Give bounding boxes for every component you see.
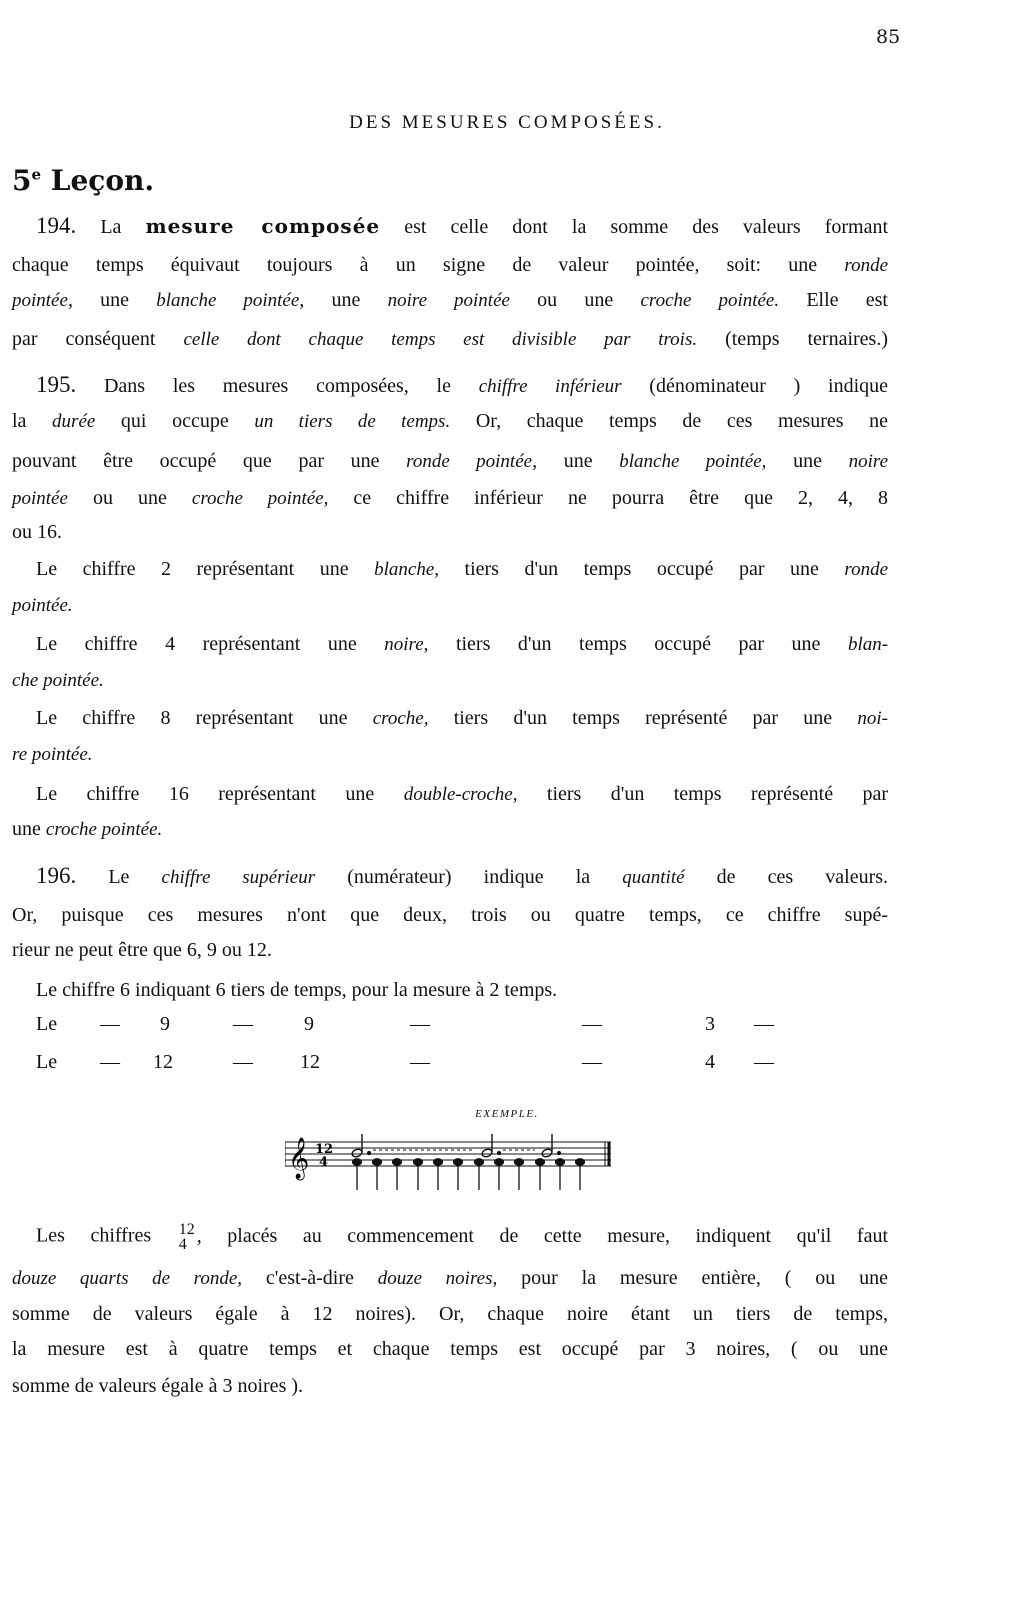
chapter-title: DES MESURES COMPOSÉES. xyxy=(349,112,665,133)
text: ou une xyxy=(537,289,614,311)
text: Le chiffre 4 représentant une xyxy=(36,633,357,655)
table-row xyxy=(0,1051,1014,1081)
music-example xyxy=(285,1130,615,1202)
paragraph-196-line-3 xyxy=(12,938,888,962)
text: Le chiffre 2 représentant une xyxy=(36,558,349,580)
table-cell: — xyxy=(754,1013,774,1035)
emphasis-italic: un tiers de temps. xyxy=(254,411,451,432)
text: qui occupe xyxy=(120,410,229,432)
table-cell: 12 xyxy=(153,1051,173,1073)
text: Or, chaque temps de ces mesures ne xyxy=(475,410,888,432)
treble-clef-icon: 𝄞 xyxy=(288,1138,310,1179)
table-cell: Le xyxy=(36,1013,58,1035)
paragraph-195-line-5 xyxy=(12,520,888,544)
text: tiers d'un temps occupé par une xyxy=(455,633,821,655)
text: ou une xyxy=(92,487,167,509)
table-cell: 4 xyxy=(705,1051,715,1073)
emphasis-italic: croche pointée, xyxy=(191,488,329,509)
text: Or, puisque ces mesures n'ont que deux, trois ou quatre temps, ce chiffre supé- xyxy=(12,904,888,926)
emphasis-italic: pointée xyxy=(12,488,68,509)
paragraph-196-line-1 xyxy=(36,864,888,890)
lesson-suffix: e xyxy=(31,165,42,184)
lesson-heading xyxy=(12,164,154,197)
text: une xyxy=(12,818,41,840)
chiffre-2-line-1 xyxy=(36,557,888,582)
chiffre-8-line-2 xyxy=(12,742,888,767)
emphasis-italic: noi- xyxy=(857,708,888,729)
table-cell: — xyxy=(100,1051,120,1073)
text: , une xyxy=(532,450,593,472)
text: Le chiffre 16 représentant une xyxy=(36,783,375,805)
final-line-4 xyxy=(12,1337,888,1361)
table-cell: — xyxy=(754,1051,774,1073)
text: ou 16. xyxy=(12,521,62,543)
text: chaque temps équivaut toujours à un signe de valeur pointée, soit: une xyxy=(12,254,818,276)
quarter-notes xyxy=(353,1159,585,1190)
fraction-12-4 xyxy=(179,1222,195,1252)
emphasis-italic: pointée. xyxy=(12,595,73,616)
emphasis-italic: pointée xyxy=(12,290,68,311)
emphasis-italic: ronde xyxy=(844,255,889,276)
text: , placés au commencement de cette mesure, indiquent qu'il faut xyxy=(196,1224,889,1247)
emphasis-italic: blanche pointée, xyxy=(619,451,767,472)
lesson-number: 5 xyxy=(12,164,32,197)
emphasis-italic: douze quarts de ronde, xyxy=(12,1268,243,1289)
final-line-3 xyxy=(12,1302,888,1326)
emphasis-italic: ronde pointée xyxy=(406,451,533,472)
emphasis-italic: quantité xyxy=(622,867,685,888)
emphasis-italic: blanche, xyxy=(374,559,440,580)
text: tiers d'un temps représenté par xyxy=(546,783,889,805)
paragraph-196-line-2 xyxy=(12,903,888,927)
text: tiers d'un temps occupé par une xyxy=(464,558,819,580)
text: Le xyxy=(108,866,130,888)
text: ce chiffre inférieur ne pourra être que 2, 4, 8 xyxy=(353,487,889,509)
paragraph-194-line-2 xyxy=(12,253,888,278)
emphasis-italic: croche pointée. xyxy=(45,819,163,840)
paragraph-number: 196. xyxy=(36,863,77,888)
text: rieur ne peut être que 6, 9 ou 12. xyxy=(12,939,272,961)
fraction-numerator: 12 xyxy=(178,1221,195,1238)
paragraph-195-line-4 xyxy=(12,486,888,511)
text: Le chiffre 6 indiquant 6 tiers de temps, pour la mesure à 2 temps. xyxy=(36,979,558,1001)
example-label: EXEMPLE. xyxy=(475,1108,539,1120)
chiffre-16-line-1 xyxy=(36,782,888,807)
table-row xyxy=(0,1013,1014,1043)
text: la mesure est à quatre temps et chaque temps est occupé par 3 noires, ( ou une xyxy=(12,1338,888,1360)
table-cell: 3 xyxy=(705,1013,715,1035)
text: tiers d'un temps représenté par une xyxy=(453,707,833,729)
emphasis-italic: durée xyxy=(52,411,96,432)
table-cell: 12 xyxy=(300,1051,320,1073)
paragraph-195-line-1 xyxy=(36,373,888,399)
emphasis-italic: che pointée. xyxy=(12,670,104,691)
emphasis-bold: mesure composée xyxy=(145,214,381,238)
text: est celle dont la somme des valeurs formant xyxy=(404,216,889,238)
emphasis-italic: chiffre inférieur xyxy=(478,376,622,397)
table-cell: — xyxy=(582,1013,602,1035)
paragraph-194-line-1 xyxy=(36,214,888,239)
paragraph-195-line-3 xyxy=(12,449,888,474)
emphasis-italic: noire xyxy=(848,451,889,472)
paragraph-195-line-2 xyxy=(12,409,888,434)
table-cell: — xyxy=(410,1051,430,1073)
emphasis-italic: ronde xyxy=(844,559,889,580)
text: somme de valeurs égale à 3 noires ). xyxy=(12,1375,304,1397)
emphasis-italic: croche, xyxy=(372,708,429,729)
chiffre-16-line-2 xyxy=(12,817,888,842)
text: par conséquent xyxy=(12,328,156,350)
emphasis-italic: douze noires, xyxy=(377,1268,498,1289)
emphasis-italic: croche pointée. xyxy=(640,290,780,311)
table-cell: 9 xyxy=(160,1013,170,1035)
text: Les chiffres xyxy=(36,1224,152,1247)
emphasis-italic: noire pointée xyxy=(387,290,510,311)
time-signature-bottom: 4 xyxy=(319,1155,329,1170)
emphasis-italic: re pointée. xyxy=(12,744,93,765)
emphasis-italic: chiffre supérieur xyxy=(161,867,316,888)
text: La xyxy=(100,216,122,238)
table-cell: Le xyxy=(36,1051,58,1073)
text: Elle est xyxy=(806,289,888,311)
text: Dans les mesures composées, le xyxy=(103,375,451,397)
text: , une xyxy=(299,289,361,311)
emphasis-italic: blan- xyxy=(847,634,889,655)
final-line-5 xyxy=(12,1374,888,1398)
chiffre-2-line-2 xyxy=(12,593,888,618)
text: c'est-à-dire xyxy=(265,1267,354,1289)
paragraph-194-line-3 xyxy=(12,288,888,313)
text: (temps ternaires.) xyxy=(725,328,889,350)
final-line-2 xyxy=(12,1266,888,1291)
emphasis-italic: blanche pointée xyxy=(156,290,300,311)
page-number: 85 xyxy=(876,26,901,48)
paragraph-number: 195. xyxy=(36,372,77,397)
text: pour la mesure entière, ( ou une xyxy=(521,1267,889,1289)
emphasis-italic: celle dont chaque temps est divisible par trois. xyxy=(183,329,698,350)
lesson-label: Leçon. xyxy=(50,164,155,197)
text: Le chiffre 8 représentant une xyxy=(36,707,348,729)
time-signature-top: 12 xyxy=(315,1142,334,1157)
chiffre-8-line-1 xyxy=(36,706,888,731)
text: , une xyxy=(67,289,130,311)
paragraph-number: 194. xyxy=(36,213,77,238)
table-cell: — xyxy=(233,1051,253,1073)
text: (numérateur) indique la xyxy=(347,866,591,888)
table-cell: — xyxy=(100,1013,120,1035)
paragraph-194-line-4 xyxy=(12,327,888,352)
text: pouvant être occupé que par une xyxy=(12,450,380,472)
table-cell: — xyxy=(233,1013,253,1035)
text: une xyxy=(793,450,822,472)
table-cell: — xyxy=(410,1013,430,1035)
emphasis-italic: noire, xyxy=(384,634,429,655)
ditto-table xyxy=(0,1013,1014,1083)
text: (dénominateur ) indique xyxy=(649,375,889,397)
text: de ces valeurs. xyxy=(716,866,889,888)
paragraph-196-line-4 xyxy=(36,978,888,1002)
text: somme de valeurs égale à 12 noires). Or, chaque noire étant un tiers de temps, xyxy=(12,1303,888,1325)
table-cell: — xyxy=(582,1051,602,1073)
table-cell: 9 xyxy=(304,1013,314,1035)
fraction-denominator: 4 xyxy=(178,1236,187,1253)
text: la xyxy=(12,410,27,432)
emphasis-italic: double-croche, xyxy=(403,784,518,805)
chiffre-4-line-2 xyxy=(12,668,888,693)
chiffre-4-line-1 xyxy=(36,632,888,657)
final-line-1 xyxy=(36,1222,888,1252)
